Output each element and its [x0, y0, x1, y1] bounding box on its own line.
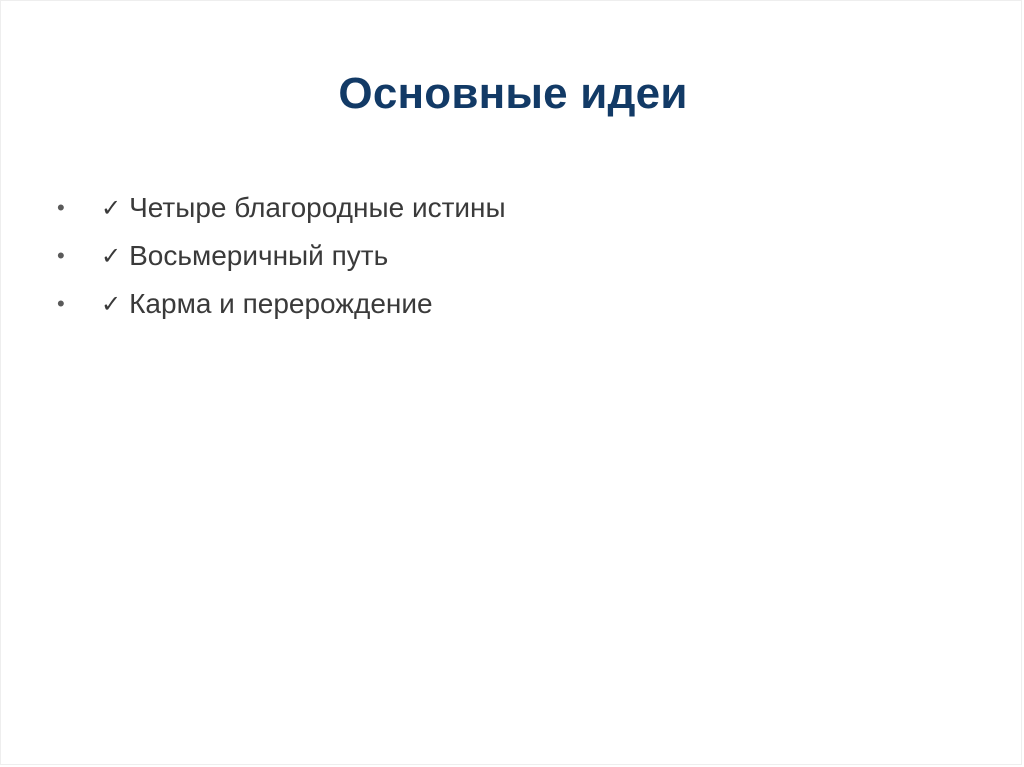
list-item-text: Восьмеричный путь: [129, 240, 389, 271]
checkmark-icon: ✓: [101, 194, 122, 222]
list-item: [57, 280, 506, 328]
checkmark-icon: ✓: [101, 242, 122, 270]
list-item: [57, 184, 506, 232]
list-item: [57, 232, 506, 280]
slide-title: Основные идеи: [338, 69, 688, 118]
bullet-icon: •: [57, 195, 65, 220]
list-item-text: Четыре благородные истины: [129, 192, 506, 223]
bullet-icon: •: [57, 243, 65, 268]
checkmark-icon: ✓: [101, 290, 122, 318]
list-item-text: Карма и перерождение: [129, 288, 433, 319]
bullet-list: [57, 184, 506, 328]
bullet-icon: •: [57, 291, 65, 316]
